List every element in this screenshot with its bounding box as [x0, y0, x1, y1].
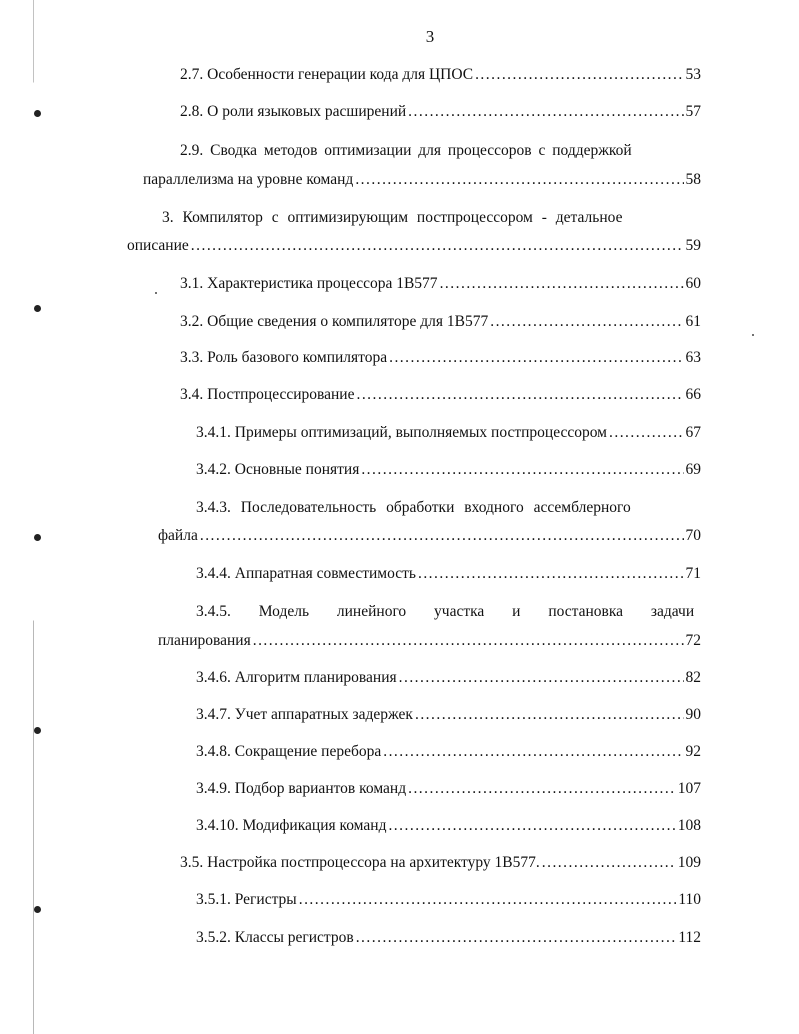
- toc-entry-title: описание: [127, 237, 189, 254]
- toc-entry-page: 90: [685, 706, 701, 723]
- toc-entry[interactable]: [196, 705, 701, 725]
- toc-entry-page: 69: [685, 461, 701, 478]
- binding-hole-mark: [34, 534, 41, 541]
- toc-entry-page: 67: [685, 424, 701, 441]
- toc-dot-leader: [200, 526, 684, 546]
- toc-entry-page: 108: [677, 817, 701, 834]
- toc-entry-title: 3.5.1. Регистры: [196, 891, 297, 908]
- toc-dot-leader: [355, 170, 683, 190]
- toc-entry[interactable]: [196, 460, 701, 480]
- scan-speck: [155, 292, 157, 294]
- toc-entry-page: 82: [685, 669, 701, 686]
- toc-entry-page: 58: [685, 171, 701, 188]
- toc-entry-first-line: 3.4.5. Модель линейного участка и постановка задачи: [196, 603, 695, 620]
- toc-entry[interactable]: [127, 236, 701, 256]
- toc-entry-title: 2.7. Особенности генерации кода для ЦПОС: [180, 66, 474, 83]
- toc-entry-title: 3.4.7. Учет аппаратных задержек: [196, 706, 413, 723]
- toc-entry-title: 3.4.2. Основные понятия: [196, 461, 360, 478]
- toc-entry-title: 3.4.8. Сокращение перебора: [196, 743, 382, 760]
- toc-entry[interactable]: [180, 102, 701, 122]
- toc-entry[interactable]: [196, 423, 701, 443]
- toc-entry-title: 3.4.4. Аппаратная совместимость: [196, 565, 416, 582]
- toc-entry[interactable]: [180, 274, 701, 294]
- page-number: 3: [425, 27, 435, 46]
- toc-entry-page: 60: [685, 275, 701, 292]
- toc-entry-title: 3.5.2. Классы регистров: [196, 929, 354, 946]
- toc-entry-title: 3.3. Роль базового компилятора: [180, 349, 388, 366]
- toc-entry-page: 71: [685, 565, 701, 582]
- toc-dot-leader: [191, 236, 684, 256]
- toc-entry-page: 53: [685, 66, 701, 83]
- toc-entry-title: 3.4.10. Модификация команд: [196, 817, 387, 834]
- binding-hole-mark: [34, 110, 41, 117]
- toc-entry[interactable]: [196, 816, 701, 836]
- toc-entry[interactable]: [158, 526, 701, 546]
- toc-dot-leader: [383, 742, 683, 762]
- toc-dot-leader: [609, 423, 684, 443]
- toc-entry-title: 3.4. Постпроцессирование: [180, 386, 355, 403]
- scan-speck: [752, 334, 754, 336]
- toc-dot-leader: [361, 460, 683, 480]
- toc-dot-leader: [399, 668, 684, 688]
- toc-entry-page: 59: [685, 237, 701, 254]
- toc-dot-leader: [415, 705, 684, 725]
- toc-dot-leader: [408, 779, 676, 799]
- toc-dot-leader: [299, 890, 677, 910]
- toc-entry[interactable]: [196, 742, 701, 762]
- toc-dot-leader: [418, 564, 684, 584]
- toc-entry-page: 109: [677, 854, 701, 871]
- toc-entry-title: 2.8. О роли языковых расширений: [180, 103, 407, 120]
- toc-entry-title: 3.4.9. Подбор вариантов команд: [196, 780, 407, 797]
- toc-entry-first-line: 3.4.3. Последовательность обработки входного ассемблерного: [196, 499, 631, 516]
- toc-entry[interactable]: [180, 385, 701, 405]
- toc-entry[interactable]: [196, 928, 701, 948]
- toc-entry-title: 3.2. Общие сведения о компиляторе для 1В577: [180, 313, 489, 330]
- toc-entry-page: 57: [685, 103, 701, 120]
- toc-entry[interactable]: [180, 65, 701, 85]
- toc-dot-leader: [408, 102, 683, 122]
- toc-entry-page: 70: [685, 527, 701, 544]
- toc-dot-leader: [490, 312, 683, 332]
- toc-entry-page: 61: [685, 313, 701, 330]
- toc-dot-leader: [253, 631, 684, 651]
- toc-entry-title: параллелизма на уровне команд: [143, 171, 354, 188]
- toc-dot-leader: [356, 928, 677, 948]
- toc-entry-page: 72: [685, 632, 701, 649]
- toc-entry[interactable]: [180, 348, 701, 368]
- toc-entry-title: 3.1. Характеристика процессора 1В577: [180, 275, 438, 292]
- toc-entry-page: 110: [678, 891, 701, 908]
- toc-entry-page: 92: [685, 743, 701, 760]
- toc-dot-leader: [440, 274, 684, 294]
- toc-entry[interactable]: [196, 668, 701, 688]
- toc-dot-leader: [542, 853, 676, 873]
- toc-entry-first-line: 3. Компилятор с оптимизирующим постпроцессором - детальное: [162, 209, 623, 226]
- toc-dot-leader: [475, 65, 683, 85]
- toc-entry-page: 107: [677, 780, 701, 797]
- toc-entry[interactable]: [180, 853, 701, 873]
- toc-entry-page: 112: [678, 929, 701, 946]
- toc-entry-title: 3.4.6. Алгоритм планирования: [196, 669, 397, 686]
- toc-dot-leader: [356, 385, 683, 405]
- toc-entry-first-line: 2.9. Сводка методов оптимизации для процессоров с поддержкой: [180, 142, 632, 159]
- binding-hole-mark: [34, 727, 41, 734]
- binding-hole-mark: [34, 305, 41, 312]
- toc-entry[interactable]: [196, 564, 701, 584]
- toc-entry[interactable]: [180, 312, 701, 332]
- toc-entry[interactable]: [196, 779, 701, 799]
- scan-binding-edge: [33, 0, 34, 1034]
- toc-dot-leader: [389, 348, 683, 368]
- toc-entry-page: 66: [685, 386, 701, 403]
- toc-entry-title: 3.5. Настройка постпроцессора на архитектуру 1В577.: [180, 854, 540, 871]
- toc-entry[interactable]: [196, 890, 701, 910]
- toc-entry-title: планирования: [158, 632, 251, 649]
- toc-entry[interactable]: [158, 631, 701, 651]
- toc-entry[interactable]: [143, 170, 701, 190]
- toc-entry-title: файла: [158, 527, 198, 544]
- toc-dot-leader: [388, 816, 675, 836]
- toc-entry-title: 3.4.1. Примеры оптимизаций, выполняемых постпроцессором: [196, 424, 607, 441]
- binding-hole-mark: [34, 906, 41, 913]
- toc-entry-page: 63: [685, 349, 701, 366]
